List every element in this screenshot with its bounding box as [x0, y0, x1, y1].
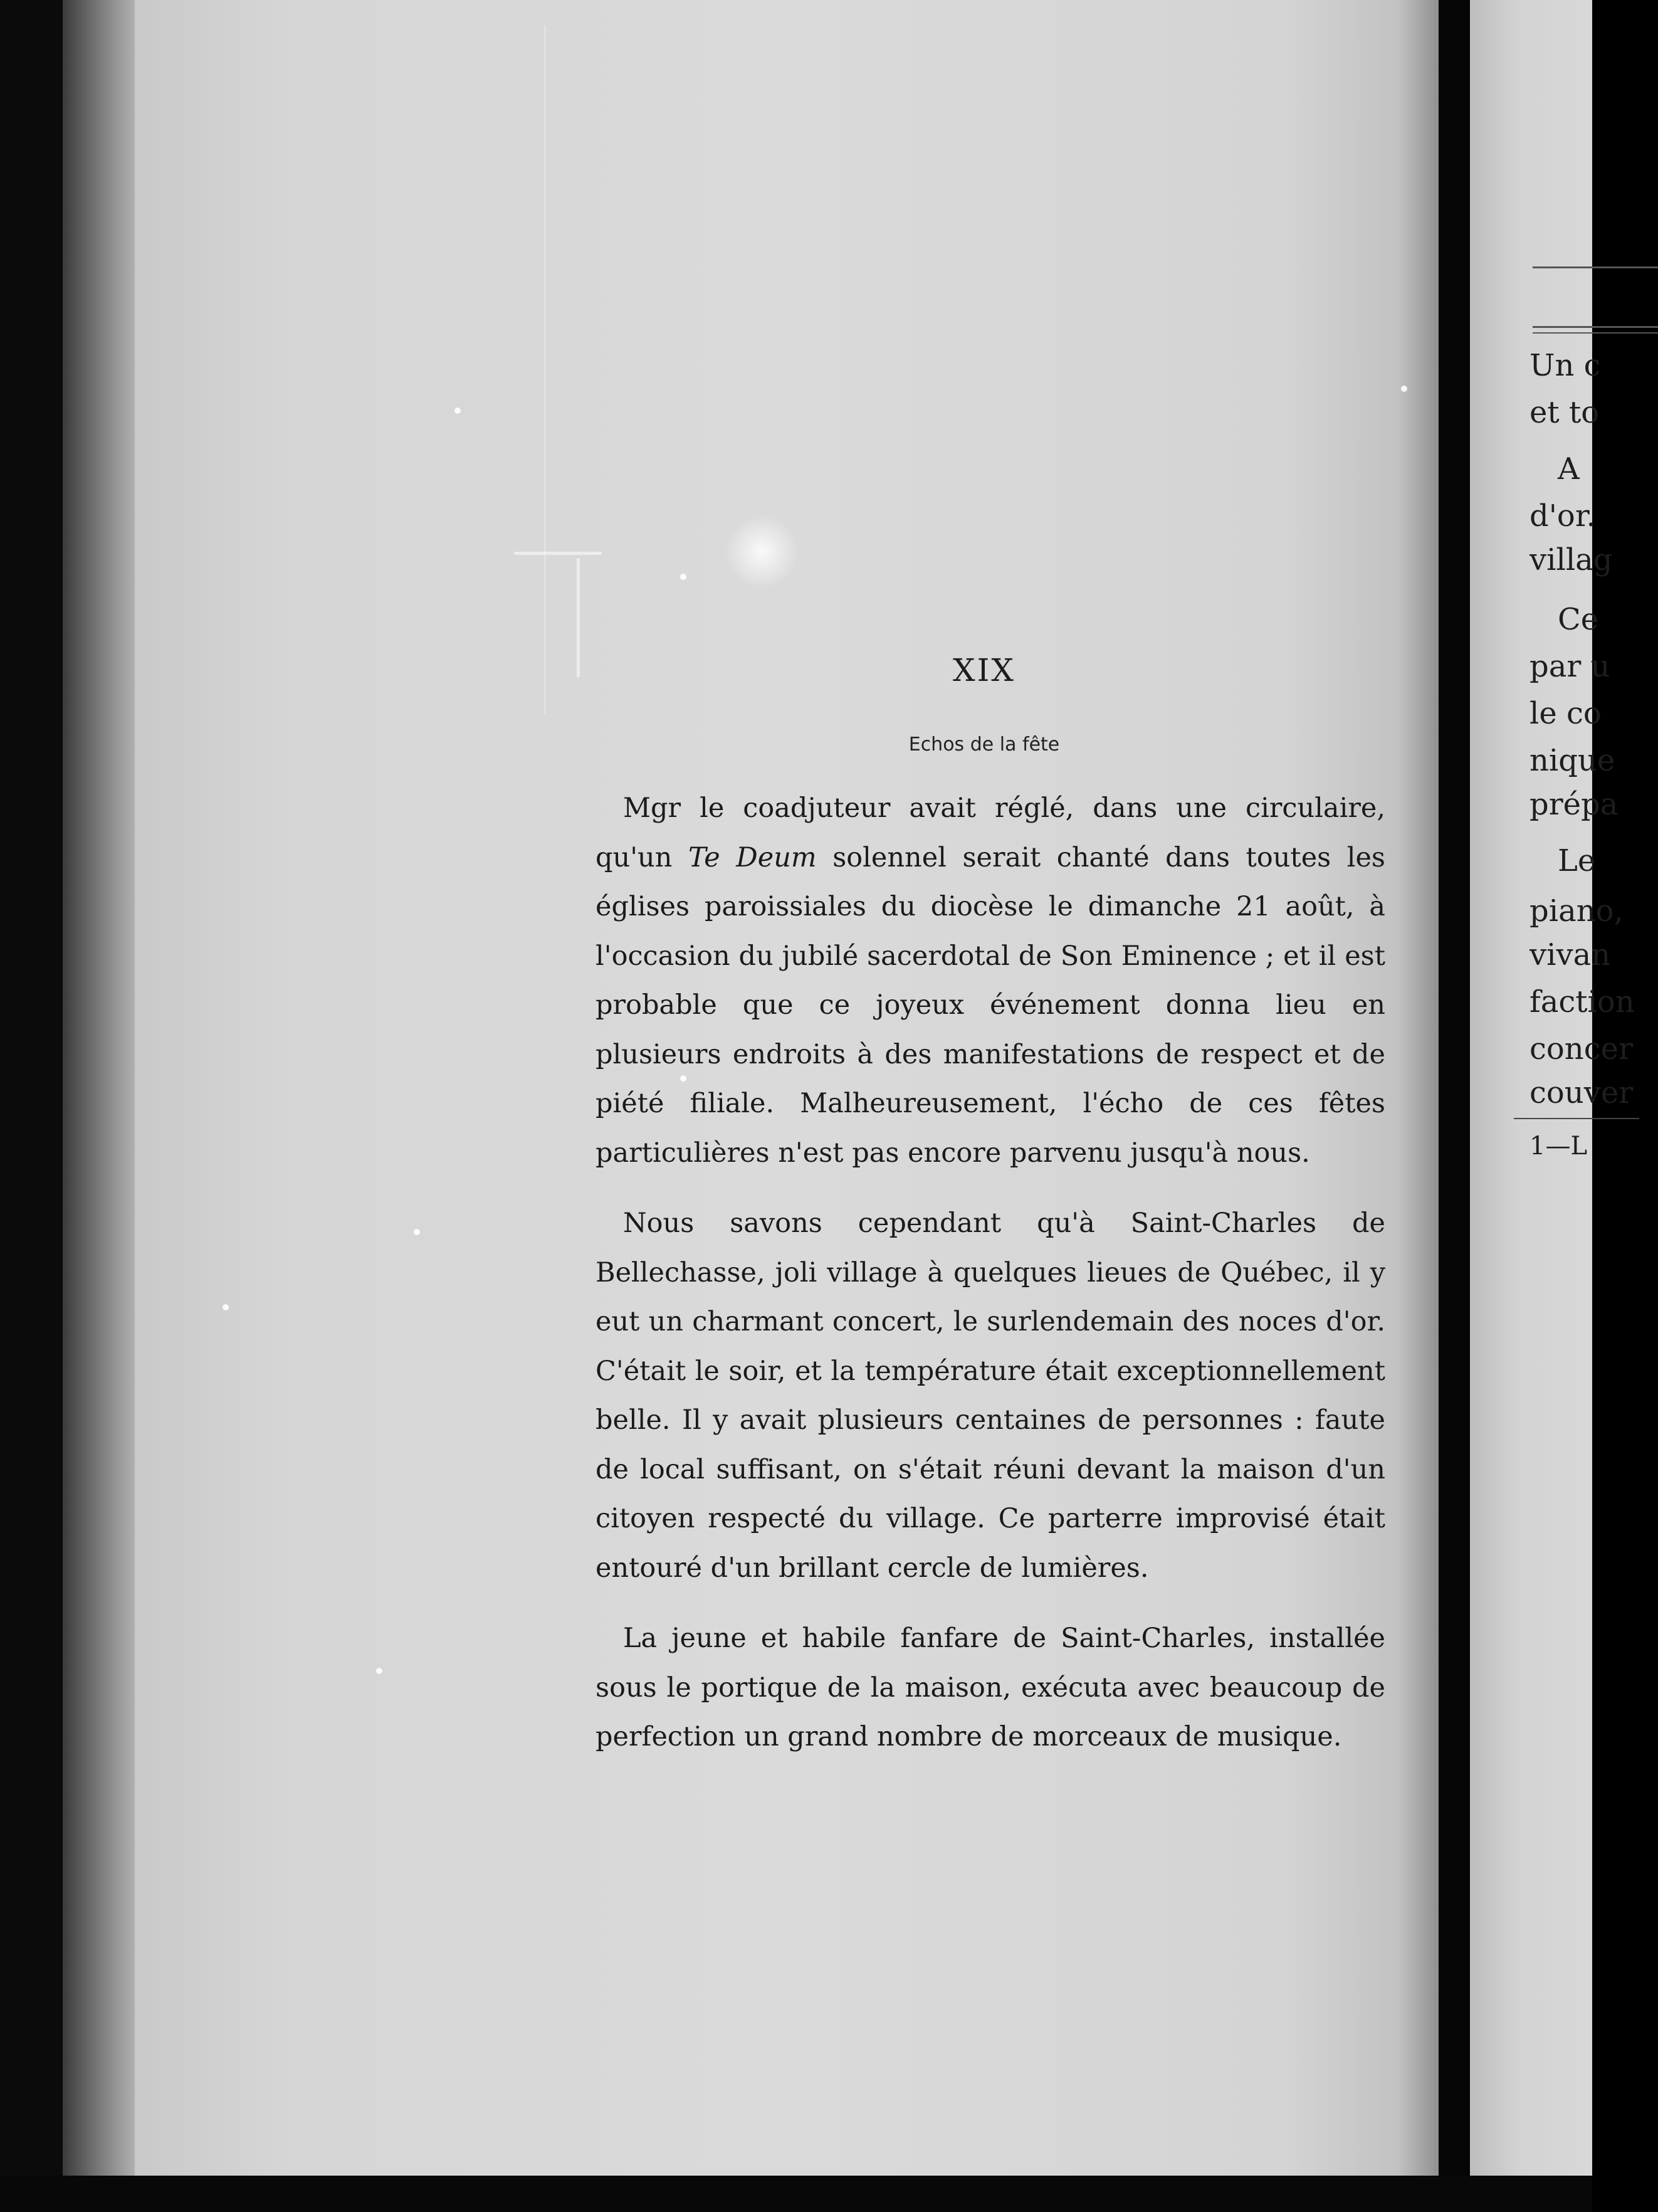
scan-scratch: [544, 25, 546, 715]
facing-page-line: vivan: [1529, 937, 1611, 972]
facing-page-line: Un c: [1529, 348, 1601, 383]
scan-speck: [376, 1668, 382, 1674]
paragraph-text: Mgr le coadjuteur avait réglé, dans une circulaire, qu'un: [596, 793, 1385, 873]
facing-page-line: piano,: [1529, 893, 1624, 929]
facing-page-line: d'or.: [1529, 498, 1596, 534]
chapter-number: XIX: [953, 652, 1015, 688]
facing-page-rule: [1533, 266, 1658, 268]
paragraph-text: solennel serait chanté dans toutes les églises paroissiales du diocèse le dimanche 21 août, à l'occasion du jubilé sacerdotal de Son Eminence ; et il est probable que ce joyeux événement donna lieu en plusieurs endroits à des manifestations de respect et de piété filiale. Malheureusement, l'écho de ces fêtes particulières n'est pas encore parvenu jusqu'à nous.: [596, 841, 1386, 1169]
paragraph: La jeune et habile fanfare de Saint-Charles, installée sous le portique de la maison, exécuta avec beaucoup de perfection un grand nombre de morceaux de musique.: [596, 1623, 1385, 1752]
facing-page-line: A: [1558, 451, 1580, 487]
footnote-rule: [1514, 1118, 1639, 1119]
facing-page-line: le co: [1529, 696, 1602, 731]
scan-scratch: [577, 558, 580, 677]
facing-page-line: prépa: [1529, 787, 1619, 822]
facing-page-rule: [1533, 332, 1658, 334]
chapter-title: Echos de la fête: [908, 734, 1060, 756]
book-spine: [63, 0, 138, 2212]
page-fold: [1439, 0, 1470, 2212]
facing-page-line: faction: [1529, 984, 1635, 1019]
facing-page-line: Ce: [1558, 602, 1599, 637]
scan-scratch: [514, 552, 602, 555]
scan-glare: [724, 514, 799, 589]
paragraph: [596, 784, 1385, 1177]
facing-page-line: concer: [1529, 1031, 1633, 1066]
paragraph: Nous savons cependant qu'à Saint-Charles de Bellechasse, joli village à quelques lieues de Québec, il y eut un charmant concert, le surlendemain des noces d'or. C'était le soir, et la température était exceptionnellement belle. Il y avait plusieurs centaines de personnes : faute de local suffisant, on s'était réuni devant la maison d'un citoyen respecté du village. Ce parterre improvisé était entouré d'un brillant cercle de lumières.: [596, 1208, 1385, 1584]
scan-speck: [1401, 386, 1407, 392]
facing-page-line: Le: [1558, 843, 1596, 878]
facing-page: [1470, 0, 1635, 2176]
facing-page-line: couver: [1529, 1075, 1634, 1110]
scan-speck: [223, 1304, 229, 1310]
page-edge-shadow: [1398, 0, 1442, 2176]
scan-speck: [680, 574, 686, 580]
facing-page-rule: [1533, 326, 1658, 328]
italic-term: Te Deum: [688, 841, 817, 873]
facing-page-line: villag: [1529, 542, 1613, 577]
scan-speck: [454, 408, 461, 414]
facing-page-line: et to: [1529, 395, 1600, 430]
facing-page-line: par u: [1529, 649, 1610, 684]
facing-page-line: nique: [1529, 743, 1615, 778]
facing-page-footnote: 1—L: [1529, 1132, 1588, 1161]
scan-bottom-border: [0, 2176, 1592, 2212]
scan-speck: [414, 1229, 420, 1235]
body-text: [596, 784, 1385, 1783]
